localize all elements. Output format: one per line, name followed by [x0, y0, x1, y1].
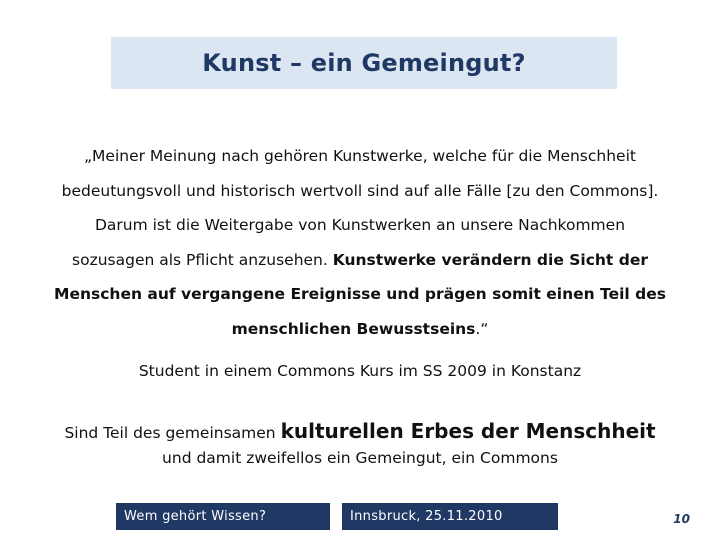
quote-line-5: Menschen auf vergangene Ereignisse und prägen somit einen Teil des — [54, 285, 666, 303]
statement-emphasis: kulturellen Erbes der Menschheit — [280, 419, 656, 443]
footer-right-label: Innsbruck, 25.11.2010 — [342, 503, 558, 530]
statement-prefix: Sind Teil des gemeinsamen — [64, 424, 281, 442]
quote-line-4-bold: Kunstwerke verändern die Sicht der — [332, 250, 648, 269]
statement-line-2: und damit zweifellos ein Gemeingut, ein Commons — [162, 449, 558, 467]
statement-line-1 — [20, 418, 700, 446]
footer-left-label: Wem gehört Wissen? — [116, 503, 330, 530]
quote-line-4-normal: sozusagen als Pflicht anzusehen. — [72, 250, 333, 269]
slide-title: Kunst – ein Gemeingut? — [202, 49, 526, 77]
title-box — [111, 37, 617, 89]
quote-line-4 — [20, 243, 700, 278]
quote-line-6-end: .“ — [475, 319, 489, 338]
quote-line-3: Darum ist die Weitergabe von Kunstwerken an unsere Nachkommen — [94, 216, 626, 234]
page-number: 10 — [673, 512, 690, 526]
quote-attribution: Student in einem Commons Kurs im SS 2009 in Konstanz — [138, 362, 582, 380]
quote-line-6 — [20, 312, 700, 347]
quote-line-2: bedeutungsvoll und historisch wertvoll sind auf alle Fälle [zu den Commons]. — [61, 181, 659, 200]
student-quote — [20, 139, 700, 346]
quote-line-1: „Meiner Meinung nach gehören Kunstwerke, welche für die Menschheit — [84, 147, 636, 165]
quote-line-6-bold: menschlichen Bewusstseins — [231, 319, 476, 338]
